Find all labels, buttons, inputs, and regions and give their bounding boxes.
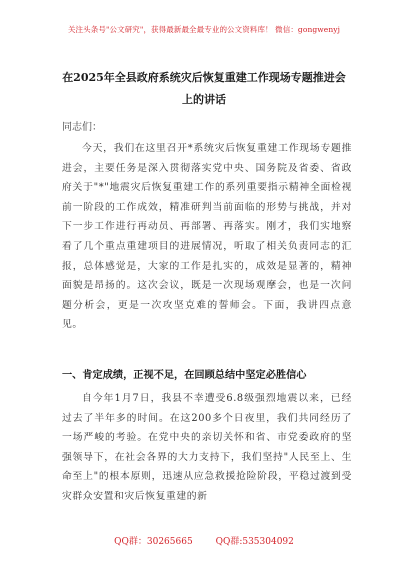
document-title-line-2: 上的讲话 [182, 93, 226, 106]
footer [0, 534, 408, 547]
footer-qq-group-2: QQ群:535304092 [215, 537, 294, 547]
paragraph-intro: 今天，我们在这里召开*系统灾后恢复重建工作现场专题推进会，主要任务是深入贯彻落实党中央、国务院及省委、省政府关于"*"地震灾后恢复重建工作的系列重要指示精神全面检视前一阶段的工作成效，精准研判当前面临的形势与挑战，并对下一步工作进行再动员、再部署、再落实。刚才，我们实地察看了几个重点重建项目的进展情况，听取了相关负责同志的汇报，总体感觉是，大家的工作是扎实的，成效是显著的，精神面貌是昂扬的。这次会议，既是一次现场观摩会，也是一次问题分析会，更是一次攻坚克难的誓师会。下面，我讲四点意见。 [62, 143, 352, 331]
section-heading-1: 一、肯定成绩，正视不足，在回顾总结中坚定必胜信心 [62, 369, 307, 381]
paragraph-section-1: 自今年1月7日，我县不幸遭受6.8级强烈地震以来，已经过去了半年多的时间。在这200多个日夜里，我们共同经历了一场严峻的考验。在党中央的亲切关怀和省、市党委政府的坚强领导下，在社会各界的大力支持下，我们坚持"人民至上、生命至上"的根本原则，迅速从应急救援抢险阶段，平稳过渡到受灾群众安置和灾后恢复重建的新 [62, 393, 352, 502]
document-title-line-1: 在2025年全县政府系统灾后恢复重建工作现场专题推进会 [62, 71, 346, 84]
salutation: 同志们： [62, 122, 102, 133]
footer-qq-group-1: QQ群：30265665 [114, 537, 193, 547]
header-promo-text: 关注头条号"公文研究"，获得最新最全最专业的公文资料库！ 微信：gongwenyj [67, 25, 341, 34]
